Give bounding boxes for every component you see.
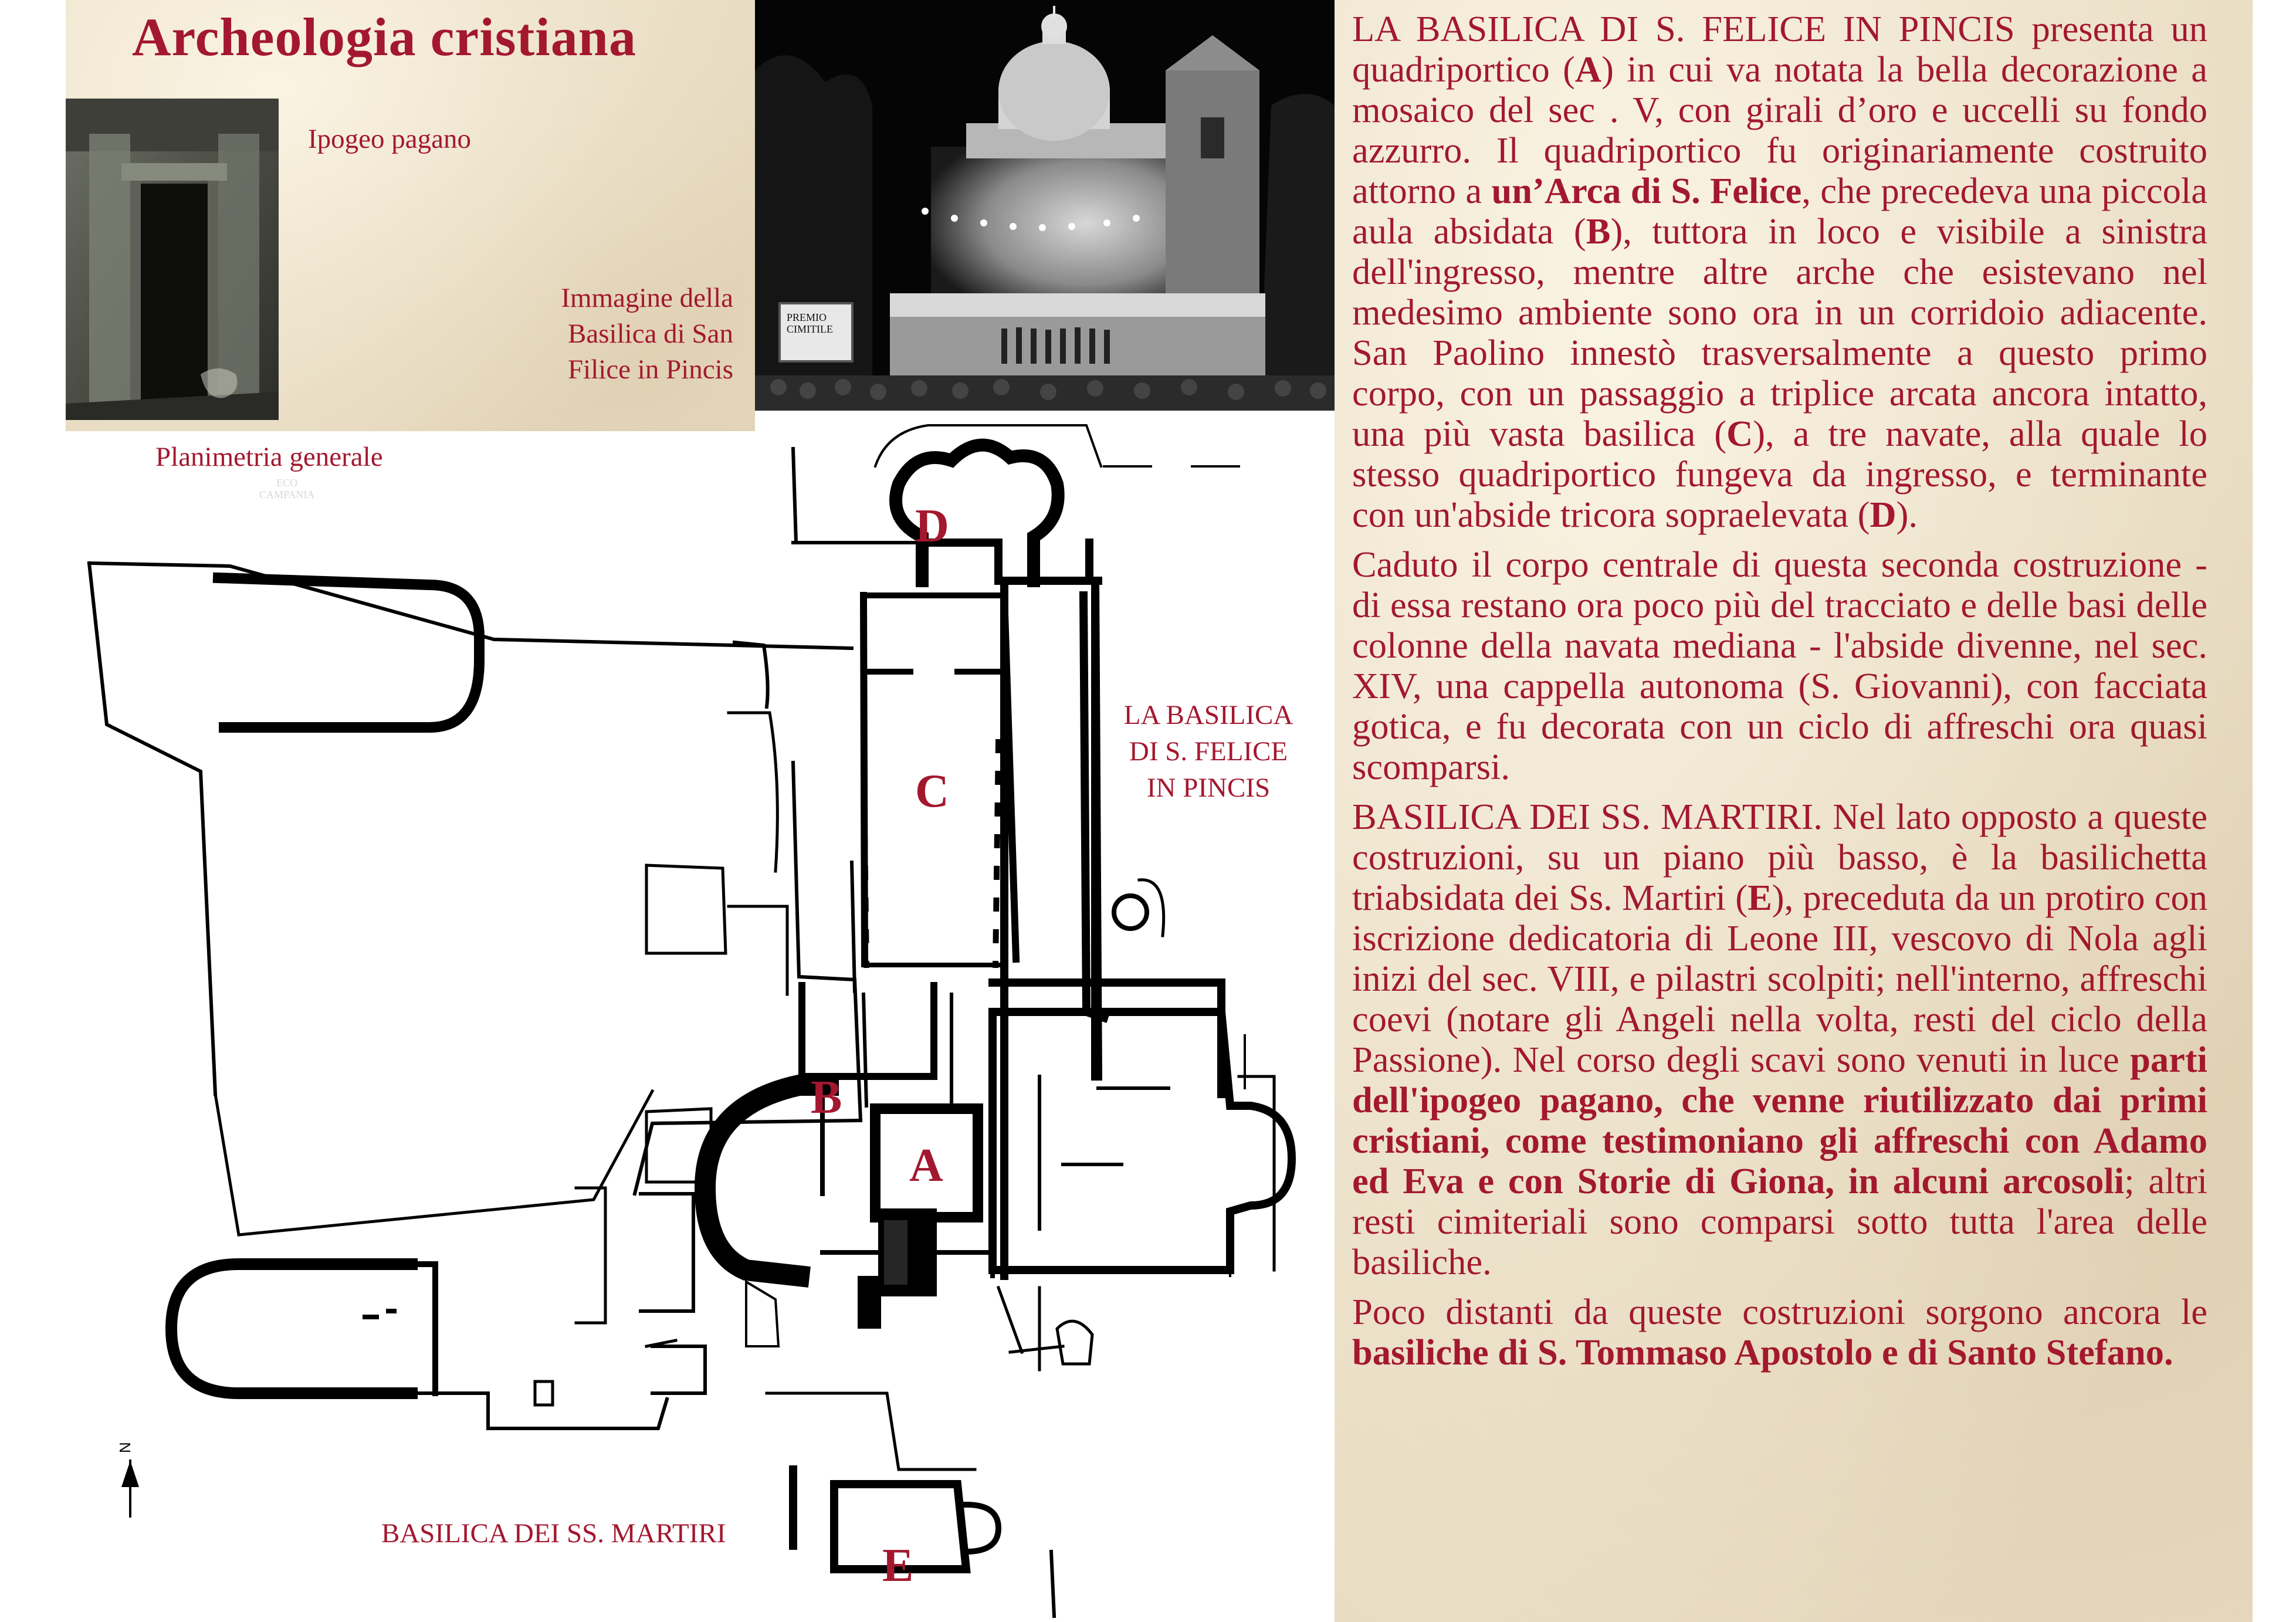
basilica-martiri-label: BASILICA DEI SS. MARTIRI xyxy=(381,1518,726,1549)
bold-text-run: un’Arca di S. Felice xyxy=(1491,170,1802,211)
text-run: ; altri resti cimiteriali sono comparsi sotto tutta l'area delle basiliche. xyxy=(1352,1160,2207,1282)
bold-text-run: parti dell'ipogeo pagano, che venne riutilizzato dai primi cristiani, come testimoniano gli affreschi con Adamo ed Eva e con Storie di Giona, in alcuni arcosoli xyxy=(1352,1039,2207,1201)
photo-credit-logo: ECO CAMPANIA xyxy=(259,477,315,500)
text-run: Caduto il corpo centrale di questa seconda costruzione - di essa restano ora poco più del tracciato e delle basi delle colonne della navata mediana - l'abside divenne, nel sec. XIV, una cappella autonoma (S. Giovanni), con facciata gotica, e fu decorata con un ciclo di affreschi ora quasi scomparsi. xyxy=(1352,544,2207,787)
bold-text-run: A xyxy=(1574,49,1602,90)
text-run: ), a tre navate, alla quale lo stesso quadriportico fungeva da ingresso, e terminante con un'abside tricora sopraelevata ( xyxy=(1352,413,2207,535)
text-run: BASILICA DEI SS. MARTIRI. Nel lato opposto a queste costruzioni, su un piano più basso, è la basilichetta triabsidata dei Ss. Martiri ( xyxy=(1352,796,2207,918)
paragraph-basilica-martiri xyxy=(1352,797,2207,1282)
plan-letter-a: A xyxy=(909,1140,943,1191)
plan-letter-d: D xyxy=(915,500,949,552)
plan-label: Planimetria generale xyxy=(155,442,383,472)
ipogeo-label: Ipogeo pagano xyxy=(308,124,471,154)
text-run: ), tuttora in loco e visibile a sinistra dell'ingresso, mentre altre arche che esistevano nel medesimo ambiente sono ora in un corridoio adiacente. San Paolino innestò trasversalmente a questo primo corpo, con un passaggio a triplice arcata ancora intatto, una più vasta basilica ( xyxy=(1352,211,2207,454)
svg-text:N: N xyxy=(116,1442,134,1453)
text-run: , che precedeva una piccola aula absidata ( xyxy=(1352,170,2207,252)
text-run: LA BASILICA DI S. FELICE IN PINCIS presenta un quadriportico ( xyxy=(1352,8,2207,90)
text-run: ). xyxy=(1896,494,1918,535)
bold-text-run: E xyxy=(1748,877,1772,918)
paragraph-abside xyxy=(1352,544,2207,787)
basilica-night-photo xyxy=(755,0,1335,411)
floor-plan xyxy=(66,431,1335,1622)
plan-letter-b: B xyxy=(811,1072,842,1123)
text-run: Poco distanti da queste costruzioni sorgono ancora le xyxy=(1352,1291,2207,1332)
page-title: Archeologia cristiana xyxy=(132,7,636,67)
text-run: ), preceduta da un protiro con iscrizione dedicatoria di Leone III, vescovo di Nola agli inizi del sec. VIII, e pilastri scolpiti; nell'interno, affreschi coevi (notare gli Angeli nella volta, resti del ciclo della Passione). Nel corso degli scavi sono venuti in luce xyxy=(1352,877,2207,1080)
bold-text-run: basiliche di S. Tommaso Apostolo e di Santo Stefano. xyxy=(1352,1332,2173,1373)
bold-text-run: D xyxy=(1870,494,1897,535)
plan-letter-c: C xyxy=(915,766,949,817)
basilica-felice-label: LA BASILICA DI S. FELICE IN PINCIS xyxy=(1123,700,1293,803)
premio-cimitile-sign: PREMIO CIMITILE xyxy=(778,302,854,363)
bold-text-run: B xyxy=(1586,211,1611,252)
bold-text-run: C xyxy=(1726,413,1753,454)
plan-letter-e: E xyxy=(882,1540,914,1591)
paragraph-basilica-felice xyxy=(1352,9,2207,535)
basilica-image-caption: Immagine della Basilica di San Filice in Pincis xyxy=(561,283,733,385)
paragraph-other-basilicas xyxy=(1352,1292,2207,1373)
description-text xyxy=(1352,9,2207,1382)
text-run: ) in cui va notata la bella decorazione a mosaico del sec . V, con girali d’oro e uccelli su fondo azzurro. Il quadriportico fu originariamente costruito attorno a xyxy=(1352,49,2207,211)
